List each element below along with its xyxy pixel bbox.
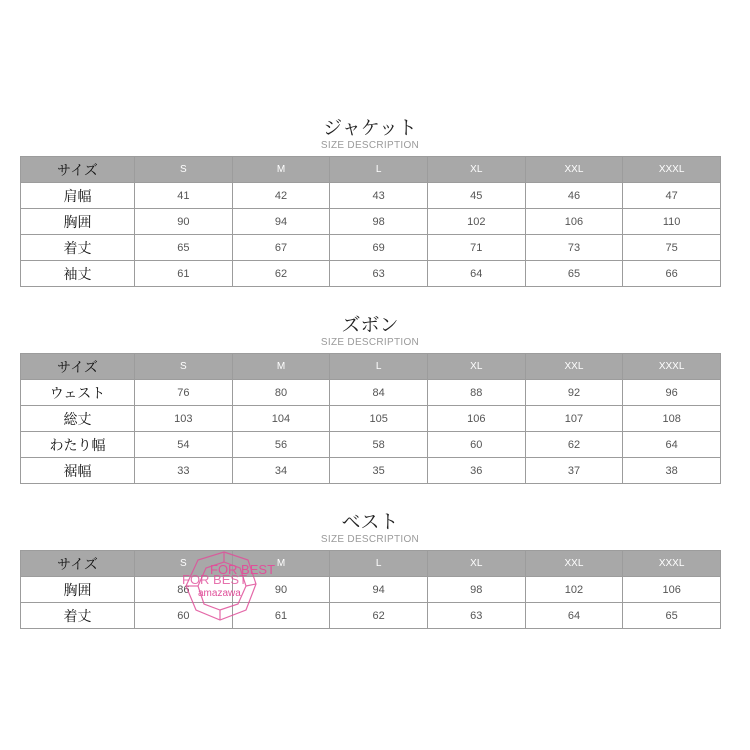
- cell: 71: [427, 235, 525, 261]
- cell: 43: [330, 183, 428, 209]
- table-row: [21, 261, 721, 287]
- cell: 34: [232, 458, 330, 484]
- pants-subtitle: SIZE DESCRIPTION: [320, 337, 420, 348]
- cell: 64: [525, 603, 623, 629]
- cell: 33: [135, 458, 233, 484]
- table-row: [21, 406, 721, 432]
- header-xxl: XXL: [525, 551, 623, 577]
- cell: 60: [135, 603, 233, 629]
- header-xxxl: XXXL: [623, 354, 721, 380]
- row-label: 胸囲: [21, 209, 135, 235]
- jacket-section: [20, 118, 720, 287]
- cell: 62: [525, 432, 623, 458]
- row-label: 肩幅: [21, 183, 135, 209]
- header-s: S: [135, 551, 233, 577]
- row-label: 着丈: [21, 235, 135, 261]
- cell: 36: [427, 458, 525, 484]
- header-size: サイズ: [21, 551, 135, 577]
- cell: 58: [330, 432, 428, 458]
- header-m: M: [232, 157, 330, 183]
- header-row: [21, 551, 721, 577]
- cell: 60: [427, 432, 525, 458]
- cell: 75: [623, 235, 721, 261]
- cell: 37: [525, 458, 623, 484]
- header-xl: XL: [427, 354, 525, 380]
- cell: 105: [330, 406, 428, 432]
- vest-subtitle: SIZE DESCRIPTION: [320, 534, 420, 545]
- cell: 94: [232, 209, 330, 235]
- cell: 102: [525, 577, 623, 603]
- header-size: サイズ: [21, 157, 135, 183]
- cell: 110: [623, 209, 721, 235]
- cell: 94: [330, 577, 428, 603]
- cell: 106: [525, 209, 623, 235]
- cell: 98: [330, 209, 428, 235]
- cell: 46: [525, 183, 623, 209]
- header-l: L: [330, 157, 428, 183]
- cell: 64: [427, 261, 525, 287]
- table-row: [21, 209, 721, 235]
- table-row: [21, 577, 721, 603]
- row-label: 袖丈: [21, 261, 135, 287]
- header-s: S: [135, 354, 233, 380]
- header-row: [21, 157, 721, 183]
- table-row: [21, 432, 721, 458]
- table-row: [21, 183, 721, 209]
- row-label: ウェスト: [21, 380, 135, 406]
- cell: 88: [427, 380, 525, 406]
- vest-section: [20, 512, 720, 629]
- cell: 76: [135, 380, 233, 406]
- cell: 62: [232, 261, 330, 287]
- cell: 96: [623, 380, 721, 406]
- header-row: [21, 354, 721, 380]
- header-xxl: XXL: [525, 157, 623, 183]
- header-l: L: [330, 551, 428, 577]
- header-xxl: XXL: [525, 354, 623, 380]
- table-row: [21, 380, 721, 406]
- header-s: S: [135, 157, 233, 183]
- cell: 102: [427, 209, 525, 235]
- cell: 67: [232, 235, 330, 261]
- table-row: [21, 458, 721, 484]
- cell: 62: [330, 603, 428, 629]
- cell: 66: [623, 261, 721, 287]
- cell: 54: [135, 432, 233, 458]
- cell: 69: [330, 235, 428, 261]
- cell: 65: [623, 603, 721, 629]
- header-xxxl: XXXL: [623, 157, 721, 183]
- pants-title: ズボン: [341, 314, 399, 336]
- table-row: [21, 603, 721, 629]
- cell: 98: [427, 577, 525, 603]
- cell: 90: [232, 577, 330, 603]
- cell: 84: [330, 380, 428, 406]
- row-label: 胸囲: [21, 577, 135, 603]
- cell: 61: [232, 603, 330, 629]
- cell: 106: [427, 406, 525, 432]
- vest-size-table: [20, 550, 721, 629]
- row-label: わたり幅: [21, 432, 135, 458]
- cell: 61: [135, 261, 233, 287]
- cell: 63: [427, 603, 525, 629]
- cell: 64: [623, 432, 721, 458]
- cell: 92: [525, 380, 623, 406]
- jacket-size-table: [20, 156, 721, 287]
- watermark-text-main: FOR BEST: [210, 562, 276, 577]
- cell: 86: [135, 577, 233, 603]
- jacket-subtitle: SIZE DESCRIPTION: [320, 140, 420, 151]
- header-xl: XL: [427, 157, 525, 183]
- cell: 45: [427, 183, 525, 209]
- cell: 47: [623, 183, 721, 209]
- cell: 35: [330, 458, 428, 484]
- cell: 80: [232, 380, 330, 406]
- header-m: M: [232, 354, 330, 380]
- cell: 103: [135, 406, 233, 432]
- cell: 73: [525, 235, 623, 261]
- row-label: 裾幅: [21, 458, 135, 484]
- cell: 63: [330, 261, 428, 287]
- header-size: サイズ: [21, 354, 135, 380]
- cell: 42: [232, 183, 330, 209]
- header-l: L: [330, 354, 428, 380]
- watermark-text-sub: amazawa: [198, 588, 241, 599]
- table-row: [21, 235, 721, 261]
- cell: 65: [525, 261, 623, 287]
- row-label: 総丈: [21, 406, 135, 432]
- cell: 90: [135, 209, 233, 235]
- cell: 107: [525, 406, 623, 432]
- cell: 108: [623, 406, 721, 432]
- cell: 56: [232, 432, 330, 458]
- cell: 65: [135, 235, 233, 261]
- cell: 106: [623, 577, 721, 603]
- pants-section: [20, 315, 720, 484]
- vest-title: ベスト: [341, 511, 399, 533]
- header-xxxl: XXXL: [623, 551, 721, 577]
- watermark-text-echo: FOR BEST: [182, 572, 248, 587]
- jacket-title: ジャケット: [323, 117, 417, 139]
- row-label: 着丈: [21, 603, 135, 629]
- pants-size-table: [20, 353, 721, 484]
- cell: 104: [232, 406, 330, 432]
- header-xl: XL: [427, 551, 525, 577]
- header-m: M: [232, 551, 330, 577]
- cell: 38: [623, 458, 721, 484]
- cell: 41: [135, 183, 233, 209]
